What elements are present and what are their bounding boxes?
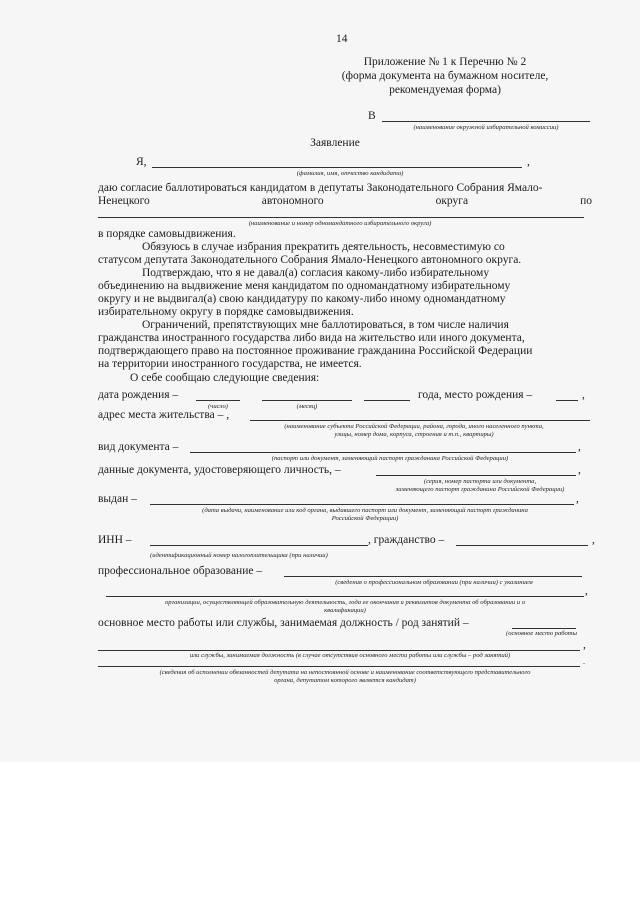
birth-day-hint: (число) [207, 403, 228, 410]
addressee-hint: (наименование окружной избирательной комиссии) [413, 124, 559, 131]
work-line-2[interactable] [98, 650, 580, 651]
work-dot: . [583, 657, 585, 666]
birth-place-line[interactable] [556, 400, 578, 401]
applicant-prefix: Я, [136, 156, 147, 168]
doc-data-label: данные документа, удостоверяющего личность, – [98, 464, 341, 476]
confirm-line4: избирательному округу в порядке самовыдвижения. [98, 306, 354, 318]
confirm-line1: Подтверждаю, что я не давал(а) согласия какому-либо избирательному [142, 267, 490, 279]
birth-comma: , [582, 389, 585, 401]
doc-type-hint: (паспорт или документ, заменяющий паспорт гражданина Российской Федерации) [271, 455, 509, 462]
work-hint-4: органа, депутатом которого является кандидат) [274, 677, 416, 684]
work-line-1[interactable] [512, 628, 576, 629]
inn-hint: (идентификационный номер налогоплательщика (при наличии) [150, 552, 328, 559]
appendix-header-line1: Приложение № 1 к Перечню № 2 [363, 56, 527, 68]
consent-line2 [98, 195, 592, 208]
doc-type-line[interactable] [190, 452, 576, 453]
document-title: Заявление [310, 137, 360, 149]
birth-month-hint: (месяц) [296, 403, 318, 410]
restrictions-line1: Ограничений, препятствующих мне баллотироваться, в том числе наличия [142, 319, 509, 331]
address-hint-2: улицы, номер дома, корпуса, строения и т.п., квартиры) [334, 431, 494, 438]
address-label: адрес места жительства – , [98, 409, 230, 421]
applicant-hint: (фамилия, имя, отчество кандидата) [296, 170, 404, 177]
confirm-line3: округу и не выдвигал(а) свою кандидатуру по какому-либо иному одномандатному [98, 293, 506, 305]
issued-hint-1: (дата выдачи, наименование или код органа, выдавшего паспорт или документ, заменяющий паспорт гражданина [202, 507, 528, 514]
work-comma: , [583, 639, 586, 651]
doc-type-comma: , [578, 441, 581, 453]
page-number: 14 [336, 33, 348, 45]
consent-word-2: автономного [261, 195, 324, 207]
district-hint: (наименование и номер одномандатного избирательного округа) [248, 220, 432, 227]
restrictions-line4: на территории иностранного государства, не имеется. [98, 358, 362, 370]
applicant-suffix: , [527, 156, 530, 168]
education-line-1[interactable] [284, 576, 582, 577]
appendix-header-line2: (форма документа на бумажном носителе, [341, 70, 549, 82]
work-line-3[interactable] [98, 666, 580, 667]
addressee-prefix: В [368, 110, 376, 122]
birth-place-label: года, место рождения – [418, 389, 533, 401]
consent-word-3: округа [435, 195, 469, 207]
restrictions-line2: гражданства иностранного государства либо вида на жительство или иного документа, [98, 332, 525, 344]
issued-hint-2: Российской Федерации) [331, 515, 399, 522]
doc-data-hint-1: (серия, номер паспорта или документа, [423, 478, 537, 485]
addressee-line[interactable] [382, 121, 590, 122]
consent-word-4: по [580, 195, 592, 207]
district-line[interactable] [98, 217, 584, 218]
birth-month-line[interactable] [262, 400, 352, 401]
inn-line[interactable] [150, 545, 368, 546]
education-line-2[interactable] [106, 596, 584, 597]
birth-year-line[interactable] [364, 400, 410, 401]
address-hint-1: (наименование субъекта Российской Федерации, района, города, иного населенного пункта, [284, 423, 544, 430]
inn-label: ИНН – [98, 534, 132, 546]
consent-line4: в порядке самовыдвижения. [98, 228, 236, 240]
citizenship-label: , гражданство – [368, 534, 445, 546]
restrictions-line3: подтверждающего право на постоянное проживание гражданина Российской Федерации [98, 345, 533, 357]
doc-data-comma: , [578, 464, 581, 476]
issued-comma: , [576, 493, 579, 505]
address-line[interactable] [250, 420, 590, 421]
birth-day-line[interactable] [196, 400, 240, 401]
birth-label: дата рождения – [98, 389, 179, 401]
work-hint-1: (основное место работы [506, 630, 578, 637]
doc-type-label: вид документа – [98, 441, 179, 453]
work-label: основное место работы или службы, занимаемая должность / род занятий – [98, 617, 469, 629]
work-hint-3: (сведения об исполнении обязанностей депутата на непостоянной основе и наименование соответствующего представительного [159, 669, 531, 676]
issued-line[interactable] [150, 504, 574, 505]
confirm-line2: объединению на выдвижение меня кандидатом по одномандатному избирательному [98, 280, 511, 292]
appendix-header-line3: рекомендуемая форма) [389, 84, 501, 96]
doc-data-hint-2: заменяющего паспорт гражданина Российской Федерации) [395, 486, 565, 493]
education-hint-3: квалификации) [324, 607, 366, 614]
work-hint-2: или службы, занимаемая должность (в случае отсутствия основного места работы или службы – род занятий) [189, 652, 511, 659]
issued-label: выдан – [98, 493, 137, 505]
education-hint-1: (сведения о профессиональном образовании (при наличии) с указанием [335, 579, 533, 586]
education-hint-2: организации, осуществляющей образовательную деятельность, года ее окончания и реквизитов документа об образовании и о [164, 599, 526, 606]
citizenship-line[interactable] [456, 545, 588, 546]
doc-data-line[interactable] [376, 475, 576, 476]
education-label: профессиональное образование – [98, 565, 263, 577]
blank-margin [0, 762, 640, 905]
consent-line1: даю согласие баллотироваться кандидатом в депутаты Законодательного Собрания Ямало- [98, 182, 543, 194]
info-intro: О себе сообщаю следующие сведения: [130, 372, 320, 384]
inn-comma: , [592, 534, 595, 546]
applicant-name-line[interactable] [152, 167, 522, 168]
education-comma: , [585, 585, 588, 597]
obligation-line1: Обязуюсь в случае избрания прекратить деятельность, несовместимую со [142, 241, 505, 253]
consent-word-1: Ненецкого [98, 195, 150, 207]
obligation-line2: статусом депутата Законодательного Собрания Ямало-Ненецкого автономного округа. [98, 254, 522, 266]
